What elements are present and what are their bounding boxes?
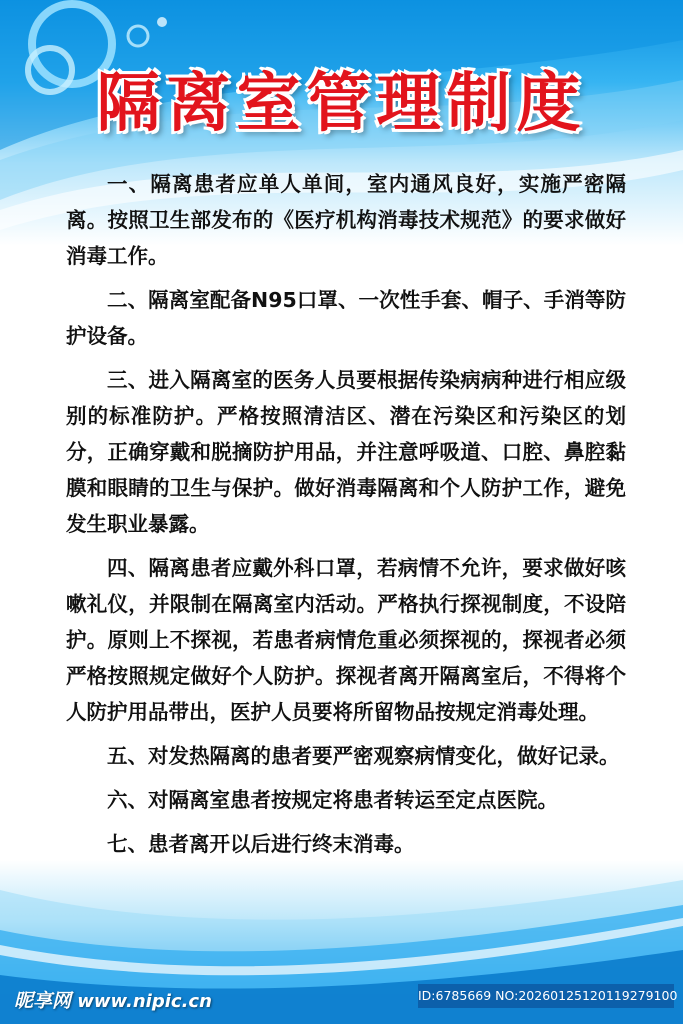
dot-tiny bbox=[157, 17, 167, 27]
regulation-text bbox=[66, 166, 626, 870]
watermark-logo-cn: 昵享网 bbox=[14, 990, 72, 1012]
watermark-logo-url: www.nipic.cn bbox=[77, 991, 212, 1012]
watermark-logo bbox=[14, 986, 212, 1013]
page-title: 隔离室管理制度 bbox=[96, 66, 587, 141]
paragraph-2: 二、隔离室配备N95口罩、一次性手套、帽子、手消等防护设备。 bbox=[66, 288, 626, 348]
paragraph-5: 五、对发热隔离的患者要严密观察病情变化，做好记录。 bbox=[107, 744, 620, 768]
paragraph-7: 七、患者离开以后进行终末消毒。 bbox=[107, 832, 415, 856]
paragraph-1: 一、隔离患者应单人单间，室内通风良好，实施严密隔离。按照卫生部发布的《医疗机构消毒技术规范》的要求做好消毒工作。 bbox=[66, 172, 626, 268]
paragraph-6: 六、对隔离室患者按规定将患者转运至定点医院。 bbox=[107, 788, 558, 812]
paragraph-4: 四、隔离患者应戴外科口罩，若病情不允许，要求做好咳嗽礼仪，并限制在隔离室内活动。严格执行探视制度，不设陪护。原则上不探视，若患者病情危重必须探视的，探视者必须严格按照规定做好个人防护。探视者离开隔离室后，不得将个人防护用品带出，医护人员要将所留物品按规定消毒处理。 bbox=[66, 556, 626, 724]
paragraph-3: 三、进入隔离室的医务人员要根据传染病病种进行相应级别的标准防护。严格按照清洁区、潜在污染区和污染区的划分，正确穿戴和脱摘防护用品，并注意呼吸道、口腔、鼻腔黏膜和眼睛的卫生与保护。做好消毒隔离和个人防护工作，避免发生职业暴露。 bbox=[66, 368, 626, 536]
watermark-id: ID:6785669 NO:20260125120119279100 bbox=[418, 984, 674, 1008]
